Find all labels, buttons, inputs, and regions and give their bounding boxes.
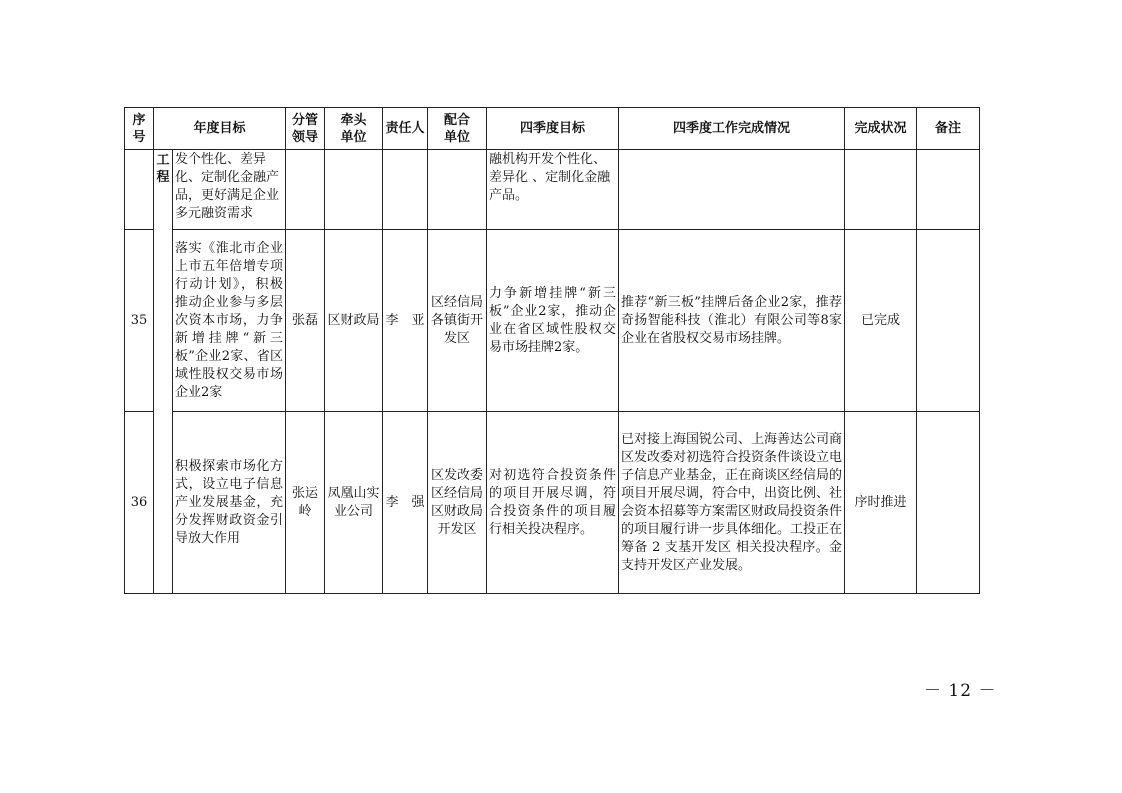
cell-owner [383,150,428,230]
cell-lead-unit [325,150,383,230]
cell-annual-goal: 积极探索市场化方式，设立电子信息产业发展基金，充分发挥财政资金引导放大作用 [173,412,286,594]
table-row [125,150,980,230]
cell-leader: 张运岭 [286,412,325,594]
cell-lead-unit: 凤凰山实业公司 [325,412,383,594]
cell-q4-goal: 对初选符合投资条件的项目开展尽调，符合投资条件的项目履行相关投决程序。 [487,412,619,594]
cell-remark [917,230,980,412]
table-row [125,230,980,412]
header-remark: 备注 [917,108,980,150]
header-leader: 分管领导 [286,108,325,150]
cell-q4-goal: 融机构开发个性化、差异化 、定制化金融产品。 [487,150,619,230]
cell-status: 序时推进 [845,412,917,594]
cell-q4-goal: 力争新增挂牌“新三板”企业2家，推动企业在省区域性股权交易市场挂牌2家。 [487,230,619,412]
header-annual-goal: 年度目标 [154,108,286,150]
header-q4-progress: 四季度工作完成情况 [619,108,845,150]
table-row [125,412,980,594]
cell-q4-progress [619,150,845,230]
group-label: 工程 [156,153,170,185]
work-plan-table [124,107,980,594]
header-owner: 责任人 [383,108,428,150]
cell-lead-unit: 区财政局 [325,230,383,412]
cell-status [845,150,917,230]
header-seq: 序号 [125,108,154,150]
cell-remark [917,150,980,230]
cell-annual-goal: 落实《淮北市企业上市五年倍增专项行动计划》，积极推动企业参与多层次资本市场，力争新增挂牌“新三板”企业2家、省区域性股权交易市场企业2家 [173,230,286,412]
header-status: 完成状况 [845,108,917,150]
header-row [125,108,980,150]
cell-annual-goal: 发个性化、差异化、定制化金融产品，更好满足企业多元融资需求 [173,150,286,230]
cell-leader [286,150,325,230]
cell-owner: 李 强 [383,412,428,594]
page-number: － 12 － [924,681,997,701]
cell-owner: 李 亚 [383,230,428,412]
cell-q4-progress: 已对接上海国锐公司、上海善达公司商区发改委对初选符合投资条件谈设立电子信息产业基金，正在商谈区经信局的项目开展尽调，符合中，出资比例、社会资本招募等方案需区财政局投资条件的项目履行讲一步具体细化。工投正在筹备 2 支基开发区 相关投决程序。金支持开发区产业发展。 [619,412,845,594]
group-label-cell [154,150,173,594]
cell-coop-unit: 区经信局各镇街开发区 [428,230,487,412]
cell-seq: 36 [125,412,154,594]
cell-seq [125,150,154,230]
cell-status: 已完成 [845,230,917,412]
cell-coop-unit [428,150,487,230]
cell-seq: 35 [125,230,154,412]
cell-coop-unit: 区发改委区经信局区财政局开发区 [428,412,487,594]
header-coop-unit: 配合单位 [428,108,487,150]
header-lead-unit: 牵头单位 [325,108,383,150]
cell-leader: 张磊 [286,230,325,412]
cell-q4-progress: 推荐“新三板”挂牌后备企业2家，推荐奇扬智能科技（淮北）有限公司等8家企业在省股权交易市场挂牌。 [619,230,845,412]
cell-remark [917,412,980,594]
header-q4-goal: 四季度目标 [487,108,619,150]
